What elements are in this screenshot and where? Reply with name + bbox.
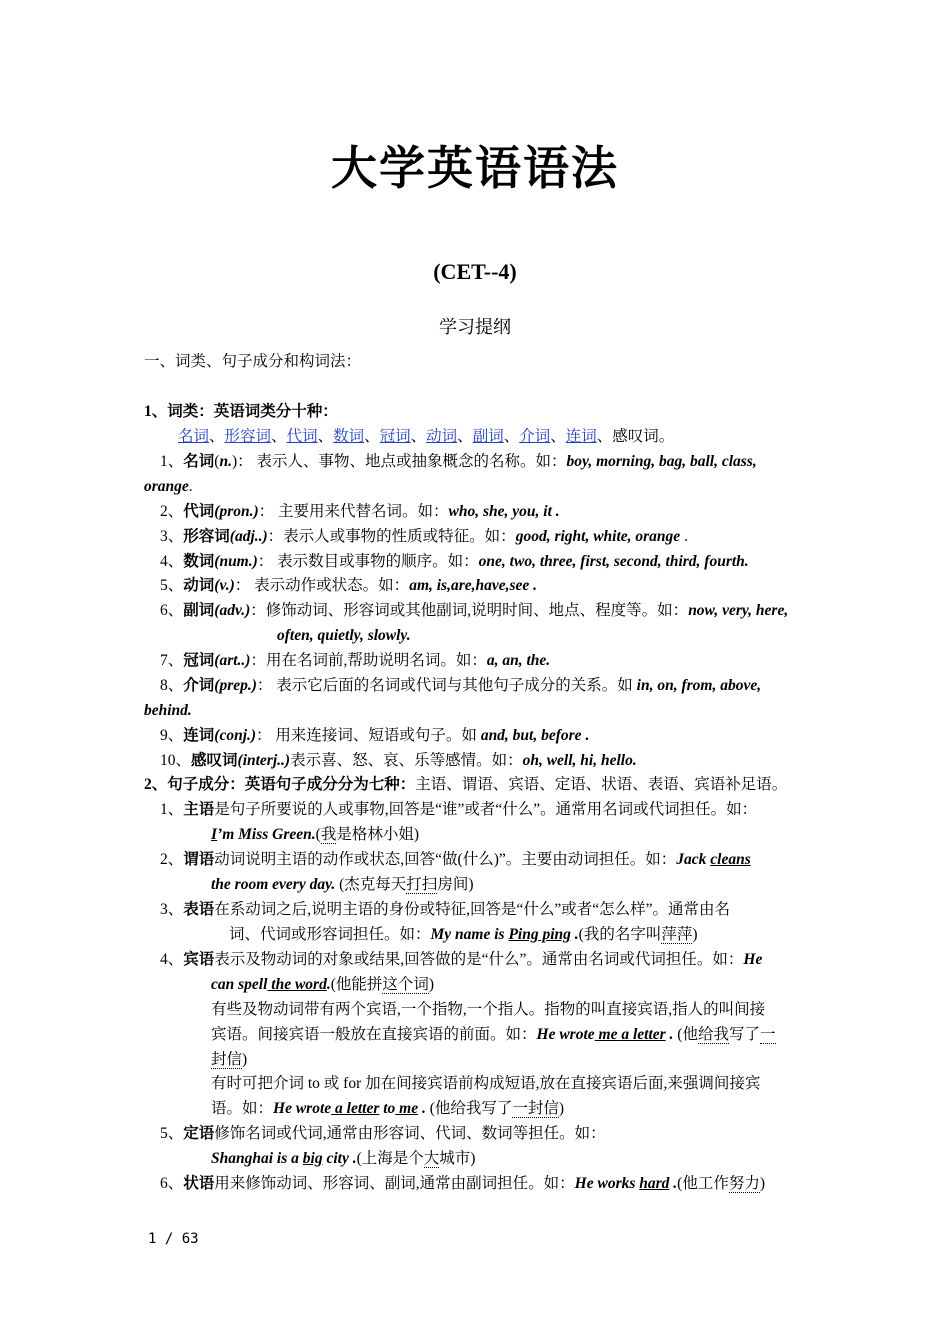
- item-number: 5、: [160, 1125, 184, 1142]
- term: 连词: [183, 727, 215, 744]
- component-object-example: [211, 975, 434, 995]
- abbr: (adv.): [214, 602, 251, 619]
- word-class-verb: [160, 576, 537, 596]
- abbr: (num.): [214, 553, 258, 570]
- link-article[interactable]: 冠词: [379, 428, 411, 445]
- translation: ): [558, 1100, 565, 1117]
- component-list: 主语、谓语、宾语、定语、状语、表语、宾语补足语。: [415, 776, 788, 793]
- description: ： 表示它后面的名词或代词与其他句子成分的关系。如: [256, 677, 637, 694]
- word-class-adverb-cont: often, quietly, slowly.: [277, 627, 411, 644]
- term: 状语: [183, 1175, 215, 1192]
- example: the room every day.: [211, 876, 336, 893]
- abbr: (adj..): [229, 528, 268, 545]
- translation: (他工作: [677, 1175, 729, 1192]
- example: a, an, the.: [486, 652, 551, 669]
- term: 表语: [183, 901, 215, 918]
- object-note-1: 有些及物动词带有两个宾语,一个指物,一个指人。指物的叫直接宾语,指人的叫间接: [211, 1001, 766, 1018]
- link-conjunction[interactable]: 连词: [565, 428, 597, 445]
- description: 用来修饰动词、形容词、副词,通常由副词担任。如：: [214, 1175, 575, 1192]
- item-number: 9、: [160, 727, 184, 744]
- item-number: 2、: [160, 503, 184, 520]
- word-class-noun: [160, 452, 757, 472]
- term: 名词: [183, 453, 215, 470]
- translation-underlined: 努力: [728, 1175, 760, 1192]
- term: 形容词: [183, 528, 230, 545]
- item-number: 3、: [160, 528, 184, 545]
- component-predicate: [160, 850, 751, 870]
- item-number: 10、: [160, 752, 192, 769]
- translation-underlined: 大: [423, 1150, 440, 1167]
- word-class-noun-cont: [144, 477, 193, 497]
- abbr: (n.): [214, 453, 238, 470]
- word-class-preposition-cont: behind.: [144, 702, 192, 719]
- word-class-adjective: [160, 527, 688, 547]
- link-noun[interactable]: 名词: [178, 428, 210, 445]
- word-class-conjunction: [160, 726, 589, 746]
- abbr-text: n.: [219, 453, 232, 470]
- word-class-adverb: [160, 601, 788, 621]
- description: ： 表示人、事物、地点或抽象概念的名称。如：: [237, 453, 567, 470]
- term: 宾语: [183, 951, 215, 968]
- translation-underlined: 一封信: [512, 1100, 559, 1117]
- description: 在系动词之后,说明主语的身份或特征,回答是“什么”或者“怎么样”。通常由名: [214, 901, 731, 918]
- example-underlined: I: [211, 826, 218, 843]
- sentence-component-heading: [144, 775, 787, 795]
- translation-underlined: 打扫: [406, 876, 438, 893]
- item-number: 2、: [160, 851, 184, 868]
- description: 修饰名词或代词,通常由形容词、代词、数词等担任。如：: [214, 1125, 606, 1142]
- document-title: 大学英语语法: [331, 141, 619, 195]
- example: ’m Miss Green.: [217, 826, 316, 843]
- description: ：表示人或事物的性质或特征。如：: [267, 528, 516, 545]
- example: oh, well, hi, hello.: [522, 752, 637, 769]
- translation: (他: [677, 1026, 698, 1043]
- translation: ): [428, 976, 435, 993]
- object-note-2: 有时可把介词 to 或 for 加在间接宾语前构成短语,放在直接宾语后面,来强调间接宾: [211, 1075, 761, 1092]
- description: ： 表示动作或状态。如：: [234, 577, 410, 594]
- translation: (: [315, 826, 321, 843]
- link-adjective[interactable]: 形容词: [224, 428, 272, 445]
- example: He: [743, 951, 763, 968]
- translation: 城市): [439, 1150, 476, 1167]
- description: 宾语。间接宾语一般放在直接宾语的前面。如：: [211, 1026, 537, 1043]
- item-number: 8、: [160, 677, 184, 694]
- separator: 、: [271, 428, 287, 445]
- item-number: 4、: [160, 553, 184, 570]
- example: boy, morning, bag, ball, class,: [566, 453, 757, 470]
- example: and, but, before .: [480, 727, 590, 744]
- example: can spell: [211, 976, 268, 993]
- translation: (他给我写了: [429, 1100, 513, 1117]
- term: 谓语: [183, 851, 215, 868]
- link-preposition[interactable]: 介词: [519, 428, 551, 445]
- word-class-pronoun: [160, 502, 560, 522]
- component-predicate-cont: [211, 875, 473, 895]
- example-underlined: cleans: [710, 851, 751, 868]
- description: 词、代词或形容词担任。如：: [229, 926, 431, 943]
- component-predicative: [160, 900, 730, 920]
- abbr: (pron.): [214, 503, 259, 520]
- word-class-preposition: [160, 676, 761, 696]
- example: to: [379, 1100, 396, 1117]
- object-note-1-cont: [211, 1025, 776, 1045]
- description: 表示喜、怒、哀、乐等感情。如：: [290, 752, 523, 769]
- example: Jack: [676, 851, 711, 868]
- translation: 房间): [437, 876, 474, 893]
- separator: 、: [457, 428, 473, 445]
- object-note-2-cont: [211, 1099, 564, 1119]
- translation-underlined: 这个词: [382, 976, 429, 993]
- example: .: [665, 1026, 678, 1043]
- description: ： 表示数目或事物的顺序。如：: [257, 553, 479, 570]
- example: He works: [574, 1175, 640, 1192]
- example: now, very, here,: [688, 602, 789, 619]
- separator: 、: [209, 428, 225, 445]
- translation: ): [242, 1051, 248, 1068]
- example: .: [669, 1175, 678, 1192]
- object-note-1-end: [211, 1050, 247, 1070]
- term: 感叹词: [191, 752, 238, 769]
- link-adverb[interactable]: 副词: [472, 428, 504, 445]
- component-subject-example: [211, 825, 419, 845]
- translation-underlined: 封信: [211, 1051, 243, 1068]
- example: .: [418, 1100, 430, 1117]
- translation-underlined: 给我: [697, 1026, 729, 1043]
- description: ： 主要用来代替名词。如：: [258, 503, 449, 520]
- item-number: 3、: [160, 901, 184, 918]
- example: .: [326, 976, 331, 993]
- translation-underlined: 一: [760, 1026, 776, 1043]
- translation: (他能拼: [330, 976, 383, 993]
- separator: 、: [503, 428, 520, 445]
- term: 介词: [183, 677, 215, 694]
- term: 定语: [183, 1125, 215, 1142]
- term: 动词: [183, 577, 215, 594]
- example: one, two, three, first, second, third, fourth.: [478, 553, 749, 570]
- translation: (我的名字叫: [578, 926, 662, 943]
- translation: 写了: [728, 1026, 760, 1043]
- link-verb[interactable]: 动词: [426, 428, 458, 445]
- example: good, right, white, orange: [515, 528, 681, 545]
- example: Shanghai is a: [211, 1150, 303, 1167]
- example-underlined: hard: [639, 1175, 670, 1192]
- outline-heading: 学习提纲: [439, 317, 511, 337]
- heading-text: 2、句子成分：英语句子成分分为七种：: [144, 776, 416, 793]
- example: am, is,are,have,see .: [409, 577, 538, 594]
- description: 语。如：: [211, 1100, 274, 1117]
- translation: (杰克每天: [335, 876, 407, 893]
- translation: (上海是个: [356, 1150, 424, 1167]
- separator: 、: [364, 428, 380, 445]
- component-object: [160, 950, 762, 970]
- separator: 、: [317, 428, 334, 445]
- term: 数词: [183, 553, 215, 570]
- term: 冠词: [183, 652, 215, 669]
- example-underlined: a letter: [331, 1100, 380, 1117]
- example-underlined: the word: [267, 976, 327, 993]
- term: 代词: [183, 503, 215, 520]
- component-adverbial: [160, 1174, 765, 1194]
- item-number: 1、: [160, 801, 184, 818]
- component-predicative-cont: [229, 925, 698, 945]
- word-class-heading: 1、词类：英语词类分十种：: [144, 403, 338, 420]
- translation-underlined: 萍萍: [661, 926, 693, 943]
- abbr: (interj..): [237, 752, 291, 769]
- description: 动词说明主语的动作或状态,回答“做(什么)”。主要由动词担任。如：: [214, 851, 677, 868]
- translation: ): [692, 926, 698, 943]
- translation: ): [759, 1175, 766, 1192]
- link-pronoun[interactable]: 代词: [286, 428, 318, 445]
- component-attributive-example: [211, 1149, 475, 1169]
- abbr: (prep.): [214, 677, 257, 694]
- word-class-interjection: [160, 751, 637, 771]
- example-underlined: Ping ping: [508, 926, 571, 943]
- example-underlined: big: [302, 1150, 323, 1167]
- description: ：修饰动词、形容词或其他副词,说明时间、地点、程度等。如：: [250, 602, 689, 619]
- item-number: 1、: [160, 453, 184, 470]
- description: 表示及物动词的对象或结果,回答做的是“什么”。通常由名词或代词担任。如：: [214, 951, 744, 968]
- example: city .: [322, 1150, 357, 1167]
- example: He wrote: [536, 1026, 595, 1043]
- abbr: (v.): [214, 577, 235, 594]
- item-number: 6、: [160, 602, 184, 619]
- item-number: 7、: [160, 652, 184, 669]
- word-class-links: [178, 427, 674, 447]
- example: He wrote: [273, 1100, 332, 1117]
- term: 副词: [183, 602, 215, 619]
- example-underlined: a letter: [617, 1026, 666, 1043]
- example: orange: [144, 478, 189, 495]
- link-numeral[interactable]: 数词: [333, 428, 365, 445]
- item-number: 5、: [160, 577, 184, 594]
- item-number: 4、: [160, 951, 184, 968]
- abbr: (conj.): [214, 727, 257, 744]
- word-class-article: [160, 651, 550, 671]
- component-attributive: [160, 1124, 606, 1144]
- punct: .: [188, 478, 193, 495]
- translation-underlined: 我: [320, 826, 337, 843]
- document-subtitle: (CET--4): [433, 259, 517, 284]
- separator: 、: [410, 428, 427, 445]
- translation: 是格林小姐): [336, 826, 420, 843]
- example: in, on, from, above,: [636, 677, 762, 694]
- example: .: [570, 926, 579, 943]
- item-number: 6、: [160, 1175, 184, 1192]
- section-heading: 一、词类、句子成分和构词法：: [144, 353, 362, 370]
- component-subject: [160, 800, 757, 820]
- abbr: (art..): [214, 652, 251, 669]
- page-indicator: 1 / 63: [148, 1231, 199, 1247]
- example-underlined: me: [395, 1100, 419, 1117]
- description: ：用在名词前,帮助说明名词。如：: [250, 652, 487, 669]
- word-class-numeral: [160, 552, 749, 572]
- example-underlined: me: [594, 1026, 618, 1043]
- example: who, she, you, it .: [448, 503, 560, 520]
- separator: 、: [550, 428, 566, 445]
- example: My name is: [430, 926, 509, 943]
- links-tail: 、感叹词。: [596, 428, 675, 445]
- description: ： 用来连接词、短语或句子。如: [256, 727, 481, 744]
- punct: .: [680, 528, 688, 545]
- term: 主语: [183, 801, 215, 818]
- description: 是句子所要说的人或事物,回答是“谁”或者“什么”。通常用名词或代词担任。如：: [214, 801, 758, 818]
